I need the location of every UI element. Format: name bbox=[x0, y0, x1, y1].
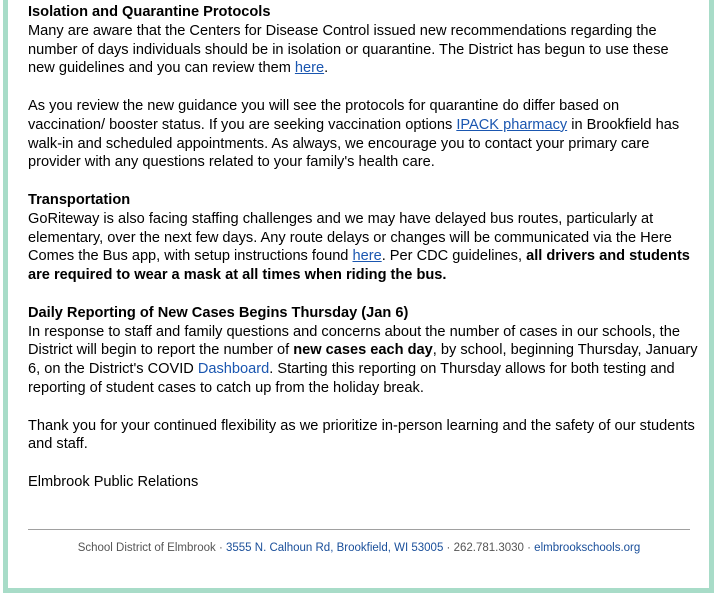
footer-separator: · bbox=[215, 542, 226, 554]
isolation-p2-text1: As you review the new guidance you will see the protocols for quarantine do differ based on vaccination/ booster status. If you are seeking vaccination options bbox=[28, 97, 620, 133]
footer-address-link[interactable]: 3555 N. Calhoun Rd, Brookfield, WI 53005 bbox=[225, 542, 444, 554]
daily-reporting-section bbox=[28, 304, 698, 398]
transportation-section bbox=[28, 191, 698, 285]
footer bbox=[28, 542, 690, 554]
daily-reporting-text1: In response to staff and family questions and concerns about the number of cases in our schools, the District will begin to report the number of bbox=[28, 323, 680, 359]
isolation-paragraph-2 bbox=[28, 97, 698, 172]
ipack-pharmacy-link[interactable]: IPACK pharmacy bbox=[456, 116, 568, 133]
footer-org: School District of Elmbrook bbox=[77, 542, 216, 554]
daily-reporting-text2: , by school, beginning Thursday, January 6, on the District's COVID bbox=[28, 342, 698, 378]
mask-requirement-text: all drivers and students are required to wear a mask at all times when riding the bus. bbox=[28, 248, 690, 284]
isolation-p2-text2: in Brookfield has walk-in and scheduled appointments. As always, we encourage you to contact your primary care provider with any questions related to your family's health care. bbox=[28, 116, 680, 171]
footer-phone: 262.781.3030 bbox=[453, 542, 524, 554]
guidelines-here-link[interactable]: here bbox=[294, 60, 325, 77]
isolation-p1-text: Many are aware that the Centers for Disease Control issued new recommendations regarding the number of days individuals should be in isolation or quarantine. The District has begun to use these new guidelines and you can review them bbox=[28, 22, 669, 77]
footer-website-link[interactable]: elmbrookschools.org bbox=[534, 542, 641, 554]
transportation-paragraph bbox=[28, 210, 698, 285]
transportation-text2: . Per CDC guidelines, bbox=[381, 248, 527, 265]
new-cases-bold-text: new cases each day bbox=[293, 342, 433, 359]
footer-divider bbox=[28, 529, 690, 530]
transportation-heading: Transportation bbox=[28, 191, 131, 208]
daily-reporting-heading: Daily Reporting of New Cases Begins Thursday (Jan 6) bbox=[28, 304, 409, 321]
covid-dashboard-link[interactable]: Dashboard bbox=[197, 361, 270, 378]
bus-app-here-link[interactable]: here bbox=[352, 248, 382, 265]
footer-separator: · bbox=[523, 542, 535, 554]
transportation-text1: GoRiteway is also facing staffing challenges and we may have delayed bus routes, particularly at elementary, over the next few days. Any route delays or changes will be communicated via the Here Comes the Bus app, with setup instructions found bbox=[28, 210, 672, 265]
daily-reporting-text3: . Starting this reporting on Thursday allows for both testing and reporting of student cases to catch up from the holiday break. bbox=[28, 361, 675, 396]
isolation-p1-end: . bbox=[324, 60, 329, 77]
email-body bbox=[28, 3, 698, 511]
isolation-heading: Isolation and Quarantine Protocols bbox=[28, 4, 271, 20]
closing-paragraph: Thank you for your continued flexibility as we prioritize in-person learning and the safety of our students and staff. bbox=[28, 417, 695, 453]
isolation-section bbox=[28, 3, 698, 172]
footer-separator: · bbox=[443, 542, 454, 554]
daily-reporting-paragraph bbox=[28, 323, 698, 398]
isolation-paragraph-1 bbox=[28, 22, 698, 78]
signature: Elmbrook Public Relations bbox=[28, 473, 199, 490]
